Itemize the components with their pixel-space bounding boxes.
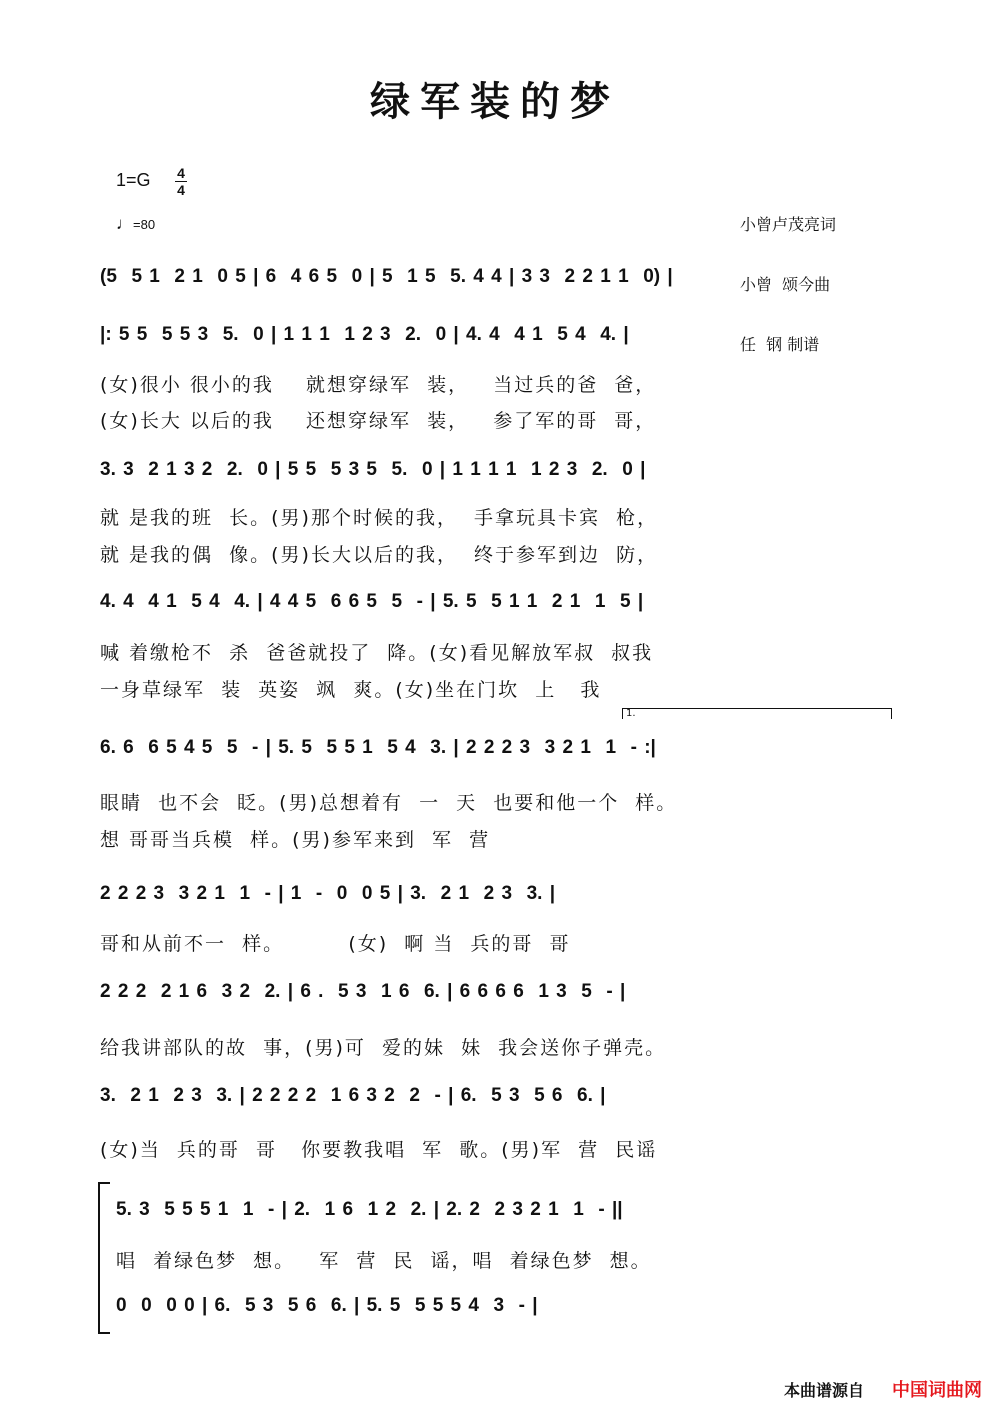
quarter-note-icon: ♩ bbox=[116, 214, 133, 233]
score-line-4: 4. 4 4 1 5 4 4. | 4 4 5 6 6 5 5 - | 5. 5 5 1 1 2 1 1 5 | bbox=[100, 591, 644, 612]
source-label: 本曲谱源自 bbox=[784, 1381, 865, 1400]
score-line-6: 2 2 2 3 3 2 1 1 - | 1 - 0 0 5 | 3. 2 1 2 3 3. | bbox=[100, 883, 556, 904]
score-line-5: 6. 6 6 5 4 5 5 - | 5. 5 5 5 1 5 4 3. | 2 2 2 3 3 2 1 1 - :| bbox=[100, 737, 656, 758]
lyric-line-2: (女)长大 以后的我 还想穿绿军 装， 参了军的哥 哥， bbox=[100, 410, 657, 432]
first-ending-bracket bbox=[622, 708, 892, 719]
score-line-8: 3. 2 1 2 3 3. | 2 2 2 2 1 6 3 2 2 - | 6. 5 3 5 6 6. | bbox=[100, 1085, 606, 1106]
lyric-line-10: 给我讲部队的故 事，(男)可 爱的妹 妹 我会送你子弹壳。 bbox=[100, 1037, 667, 1059]
lyric-line-3: 就 是我的班 长。(男)那个时候的我， 手拿玩具卡宾 枪， bbox=[100, 507, 659, 529]
time-signature bbox=[175, 166, 187, 197]
system-bracket bbox=[98, 1182, 110, 1334]
score-line-9: 5. 3 5 5 5 1 1 - | 2. 1 6 1 2 2. | 2. 2 2 3 2 1 1 - || bbox=[116, 1199, 623, 1220]
lyric-line-1: (女)很小 很小的我 就想穿绿军 装， 当过兵的爸 爸， bbox=[100, 374, 657, 396]
tempo-marking bbox=[116, 214, 155, 234]
lyric-line-9: 哥和从前不一 样。 (女) 啊 当 兵的哥 哥 bbox=[100, 933, 571, 955]
score-line-2: |: 5 5 5 5 3 5. 0 | 1 1 1 1 2 3 2. 0 | 4. 4 4 1 5 4 4. | bbox=[100, 324, 629, 345]
score-line-3: 3. 3 2 1 3 2 2. 0 | 5 5 5 3 5 5. 0 | 1 1 1 1 1 2 3 2. 0 | bbox=[100, 459, 646, 480]
lyric-line-4: 就 是我的偶 像。(男)长大以后的我， 终于参军到边 防， bbox=[100, 544, 659, 566]
lyric-line-6: 一身草绿军 装 英姿 飒 爽。(女)坐在门坎 上 我 bbox=[100, 679, 602, 701]
credit-composer: 小曾 颂今曲 bbox=[740, 275, 831, 294]
lyric-line-8: 想 哥哥当兵模 样。(男)参军来到 军 营 bbox=[100, 829, 491, 851]
first-ending-label: 1. bbox=[626, 708, 636, 719]
score-line-10: 0 0 0 0 | 6. 5 3 5 6 6. | 5. 5 5 5 5 4 3 - | bbox=[116, 1295, 538, 1316]
key-signature: 1=G bbox=[116, 170, 151, 190]
lyric-line-7: 眼睛 也不会 眨。(男)总想着有 一 天 也要和他一个 样。 bbox=[100, 792, 678, 814]
lyric-line-11: (女)当 兵的哥 哥 你要教我唱 军 歌。(男)军 营 民谣 bbox=[100, 1139, 658, 1161]
song-title: 绿军装的梦 bbox=[370, 78, 620, 125]
tempo-value: =80 bbox=[133, 217, 156, 232]
lyric-line-12: 唱 着绿色梦 想。 军 营 民 谣，唱 着绿色梦 想。 bbox=[116, 1250, 652, 1272]
lyric-line-5: 喊 着缴枪不 杀 爸爸就投了 降。(女)看见解放军叔 叔我 bbox=[100, 642, 654, 664]
credit-lyricist: 小曾卢茂亮词 bbox=[740, 215, 837, 234]
meter-top: 4 bbox=[177, 165, 185, 181]
score-line-7: 2 2 2 2 1 6 3 2 2. | 6 . 5 3 1 6 6. | 6 6 6 6 1 3 5 - | bbox=[100, 981, 626, 1002]
meter-bottom: 4 bbox=[177, 182, 185, 198]
credit-arranger: 任 钢 制谱 bbox=[740, 335, 820, 354]
site-link[interactable]: 中国词曲网 bbox=[892, 1380, 982, 1401]
score-line-1: (5 5 1 2 1 0 5 | 6 4 6 5 0 | 5 1 5 5. 4 4 | 3 3 2 2 1 1 0) | bbox=[100, 266, 673, 287]
